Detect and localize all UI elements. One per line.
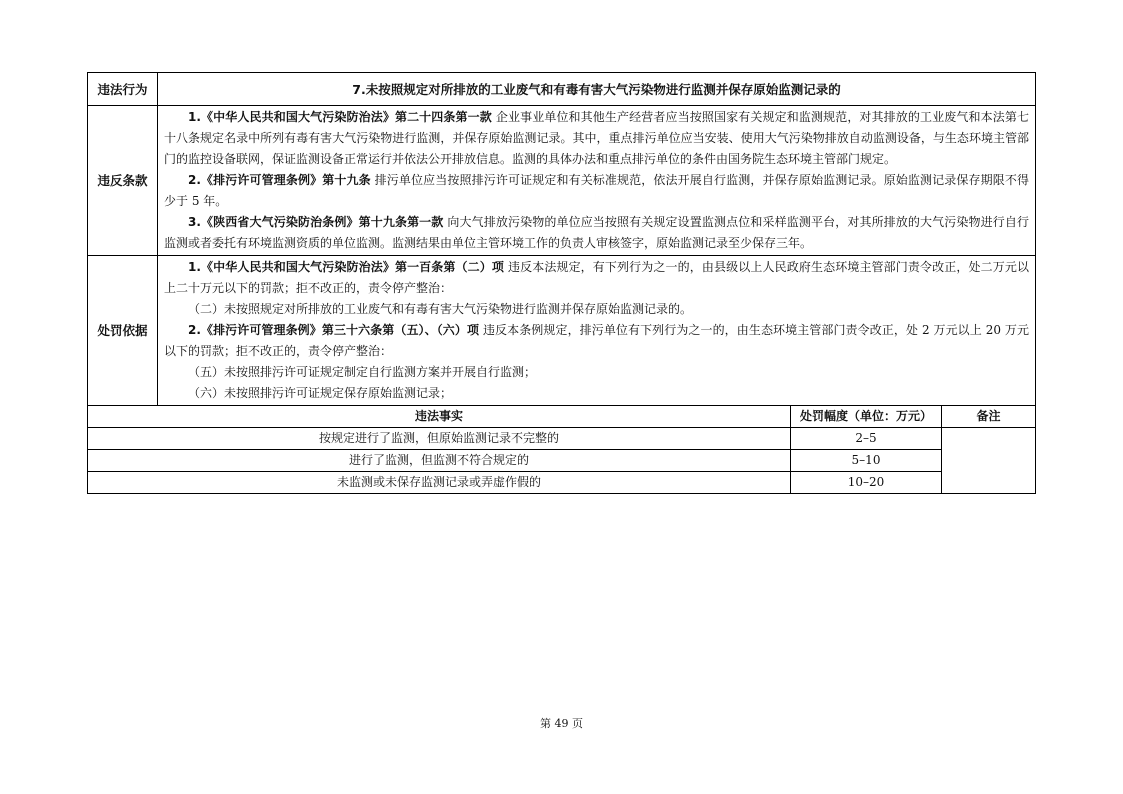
penalty-item-2 bbox=[164, 320, 1029, 362]
penalty-sub-item: （六）未按照排污许可证规定保存原始监测记录； bbox=[188, 386, 453, 400]
penalty-basis-label: 处罚依据 bbox=[88, 256, 158, 406]
fact-cell: 按规定进行了监测，但原始监测记录不完整的 bbox=[88, 428, 791, 450]
fact-cell: 进行了监测，但监测不符合规定的 bbox=[88, 450, 791, 472]
page-number: 第 49 页 bbox=[540, 717, 583, 730]
regulation-table bbox=[87, 72, 1036, 494]
provision-lead: 1.《中华人民共和国大气污染防治法》第二十四条第一款 bbox=[188, 110, 492, 124]
penalty-basis-row bbox=[88, 256, 1036, 406]
fines-header-row bbox=[88, 406, 1036, 428]
provision-lead: 2.《排污许可管理条例》第十九条 bbox=[188, 173, 371, 187]
violation-row bbox=[88, 73, 1036, 106]
note-header: 备注 bbox=[942, 406, 1036, 428]
provision-item-2 bbox=[164, 170, 1029, 212]
penalty-sub-item: （二）未按照规定对所排放的工业废气和有毒有害大气污染物进行监测并保存原始监测记录的。 bbox=[188, 302, 693, 316]
violation-title: 7.未按照规定对所排放的工业废气和有毒有害大气污染物进行监测并保存原始监测记录的 bbox=[158, 73, 1036, 106]
range-cell: 5–10 bbox=[791, 450, 942, 472]
note-cell bbox=[942, 428, 1036, 494]
penalty-lead: 1.《中华人民共和国大气污染防治法》第一百条第（二）项 bbox=[188, 260, 505, 274]
provisions-row bbox=[88, 106, 1036, 256]
range-header: 处罚幅度（单位：万元） bbox=[791, 406, 942, 428]
regulation-sheet bbox=[87, 72, 1035, 494]
violation-label: 违法行为 bbox=[88, 73, 158, 106]
table-row bbox=[88, 428, 1036, 450]
penalty-item-1 bbox=[164, 257, 1029, 299]
provisions-content bbox=[158, 106, 1036, 256]
penalty-lead: 2.《排污许可管理条例》第三十六条第（五）、（六）项 bbox=[188, 323, 480, 337]
range-cell: 2–5 bbox=[791, 428, 942, 450]
provision-lead: 3.《陕西省大气污染防治条例》第十九条第一款 bbox=[188, 215, 444, 229]
penalty-text: 违反本条例规定，排污单位有下列行为之一的，由生态环境主管部门责令改正，处 2 万元以上 20 万元以下的罚款；拒不改正的，责令停产整治： bbox=[164, 323, 1030, 358]
table-row bbox=[88, 450, 1036, 472]
range-cell: 10–20 bbox=[791, 472, 942, 494]
provisions-label: 违反条款 bbox=[88, 106, 158, 256]
provision-item-1 bbox=[164, 107, 1029, 170]
provision-text: 向大气排放污染物的单位应当按照有关规定设置监测点位和采样监测平台，对其所排放的大气污染物进行自行监测或者委托有环境监测资质的单位监测。监测结果由单位主管环境工作的负责人审核签字，原始监测记录至少保存三年。 bbox=[164, 215, 1030, 250]
provision-item-3 bbox=[164, 212, 1029, 254]
fact-header: 违法事实 bbox=[88, 406, 791, 428]
penalty-basis-content bbox=[158, 256, 1036, 406]
provision-text: 企业事业单位和其他生产经营者应当按照国家有关规定和监测规范，对其排放的工业废气和本法第七十八条规定名录中所列有毒有害大气污染物进行监测，并保存原始监测记录。其中，重点排污单位应当安装、使用大气污染物排放自动监测设备，与生态环境主管部门的监控设备联网，保证监测设备正常运行并依法公开排放信息。监测的具体办法和重点排污单位的条件由国务院生态环境主管部门规定。 bbox=[164, 110, 1030, 166]
penalty-text: 违反本法规定，有下列行为之一的，由县级以上人民政府生态环境主管部门责令改正，处二万元以上二十万元以下的罚款；拒不改正的，责令停产整治： bbox=[164, 260, 1030, 295]
table-row bbox=[88, 472, 1036, 494]
penalty-sub-item: （五）未按照排污许可证规定制定自行监测方案并开展自行监测； bbox=[188, 365, 537, 379]
provision-text: 排污单位应当按照排污许可证规定和有关标准规范，依法开展自行监测，并保存原始监测记录。原始监测记录保存期限不得少于 5 年。 bbox=[164, 173, 1030, 208]
fact-cell: 未监测或未保存监测记录或弄虚作假的 bbox=[88, 472, 791, 494]
